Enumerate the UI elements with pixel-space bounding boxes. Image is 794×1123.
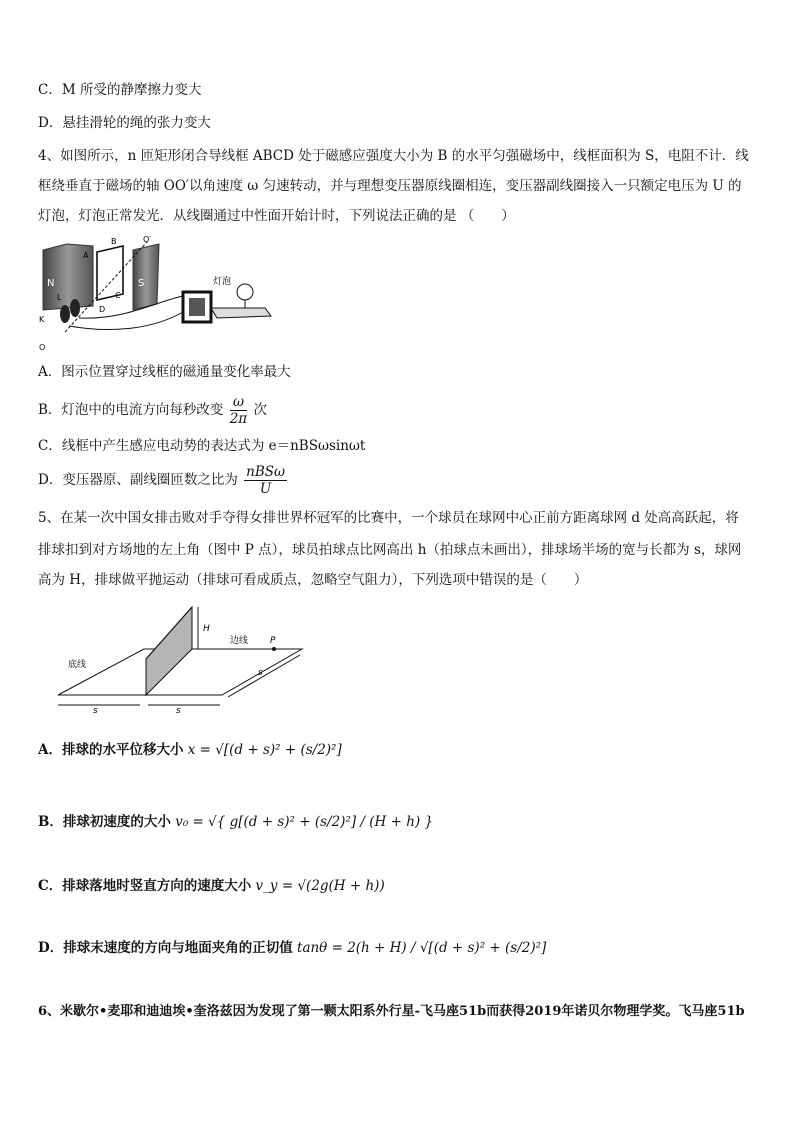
q5-option-b-text: B．排球初速度的大小 xyxy=(38,814,171,830)
q4-option-b-text: B．灯泡中的电流方向每秒改变 xyxy=(38,402,224,418)
q4-option-d xyxy=(38,462,289,498)
q4-stem-line1: 4、如图所示，n 匝矩形闭合导线框 ABCD 处于磁感应强度大小为 B 的水平匀强磁场中，线框面积为 S，电阻不计．线 xyxy=(38,148,749,164)
q4-option-d-text: D．变压器原、副线圈匝数之比为 xyxy=(38,472,238,488)
q5-option-c-text: C．排球落地时竖直方向的速度大小 xyxy=(38,878,252,894)
q5-stem-line3: 高为 H，排球做平抛运动（排球可看成质点，忽略空气阻力），下列选项中错误的是（ ） xyxy=(38,572,588,588)
q5-option-d-formula: tanθ = 2(h + H) / √[(d + s)² + (s/2)²] xyxy=(297,940,547,956)
q5-option-c-formula: v_y = √(2g(H + h)) xyxy=(255,878,385,894)
q5-option-d xyxy=(38,938,546,958)
q4-fig-label-k: K xyxy=(39,315,45,324)
q4-fig-label-o-prime: O′ xyxy=(143,235,152,244)
option-d-prev: D．悬挂滑轮的绳的张力变大 xyxy=(38,115,211,131)
q5-fig-label-baseline: 底线 xyxy=(68,660,87,670)
q4-option-d-num: nBSω xyxy=(246,464,285,480)
q5-fig-label-sideline: 边线 xyxy=(230,636,249,646)
q5-stem-line1: 5、在某一次中国女排击败对手夺得女排世界杯冠军的比赛中，一个球员在球网中心正前方距离球网 d 处高高跃起，将 xyxy=(38,510,739,526)
q6-stem-line1: 6、米歇尔•麦耶和迪迪埃•奎洛兹因为发现了第一颗太阳系外行星-飞马座51b而获得2019年诺贝尔物理学奖。飞马座51b xyxy=(38,1004,745,1019)
q5-option-a-text: A．排球的水平位移大小 xyxy=(38,742,184,758)
q4-fig-label-d: D xyxy=(99,305,106,314)
q5-fig-label-p: P xyxy=(270,636,276,646)
q5-option-c xyxy=(38,876,385,896)
q5-fig-label-s-left: s xyxy=(93,706,98,716)
q5-option-a-formula: x = √[(d + s)² + (s/2)²] xyxy=(187,742,342,758)
q4-option-a: A．图示位置穿过线框的磁通量变化率最大 xyxy=(38,364,291,380)
q4-option-b-num: ω xyxy=(230,394,247,411)
q4-stem-line2: 框绕垂直于磁场的轴 OO′以角速度 ω 匀速转动，并与理想变压器原线圈相连，变压器副线圈接入一只额定电压为 U 的 xyxy=(38,178,742,194)
q4-fig-label-a: A xyxy=(83,251,89,260)
q4-fig-label-bulb: 灯泡 xyxy=(213,277,232,287)
q4-option-b-suffix: 次 xyxy=(253,402,267,418)
q5-fig-label-s-side: s xyxy=(258,668,263,678)
q4-fig-label-n: N xyxy=(47,278,55,289)
q5-option-a xyxy=(38,740,342,760)
q4-generator-figure xyxy=(35,236,275,356)
q5-option-b-formula: v₀ = √{ g[(d + s)² + (s/2)²] / (H + h) } xyxy=(175,814,434,830)
q5-fig-label-h: H xyxy=(203,624,210,634)
q4-option-b-den: 2π xyxy=(229,411,248,427)
q4-fig-label-o: O xyxy=(39,343,46,352)
q4-fig-label-l: L xyxy=(57,293,62,302)
q4-fig-label-s: S xyxy=(138,278,145,289)
q4-fig-label-b: B xyxy=(111,237,117,246)
q4-option-c: C．线框中产生感应电动势的表达式为 e＝nBSωsinωt xyxy=(38,438,366,454)
q5-option-d-text: D．排球末速度的方向与地面夹角的正切值 xyxy=(38,940,293,956)
q5-option-b xyxy=(38,812,433,832)
q4-option-b xyxy=(38,393,267,427)
q4-option-b-fraction xyxy=(230,394,247,427)
q4-stem-line3: 灯泡，灯泡正常发光．从线圈通过中性面开始计时，下列说法正确的是 （ ） xyxy=(38,208,515,224)
q5-fig-label-s-right: s xyxy=(176,706,181,716)
q4-option-d-den: U xyxy=(259,481,272,497)
q5-stem-line2: 排球扣到对方场地的左上角（图中 P 点），球员拍球点比网高出 h（拍球点未画出），排球场半场的宽与长都为 s，球网 xyxy=(38,542,742,558)
option-c-prev: C．M 所受的静摩擦力变大 xyxy=(38,82,202,98)
q4-option-d-fraction xyxy=(244,464,287,497)
q5-court-figure xyxy=(48,605,308,715)
q4-fig-label-c: C xyxy=(115,291,121,300)
